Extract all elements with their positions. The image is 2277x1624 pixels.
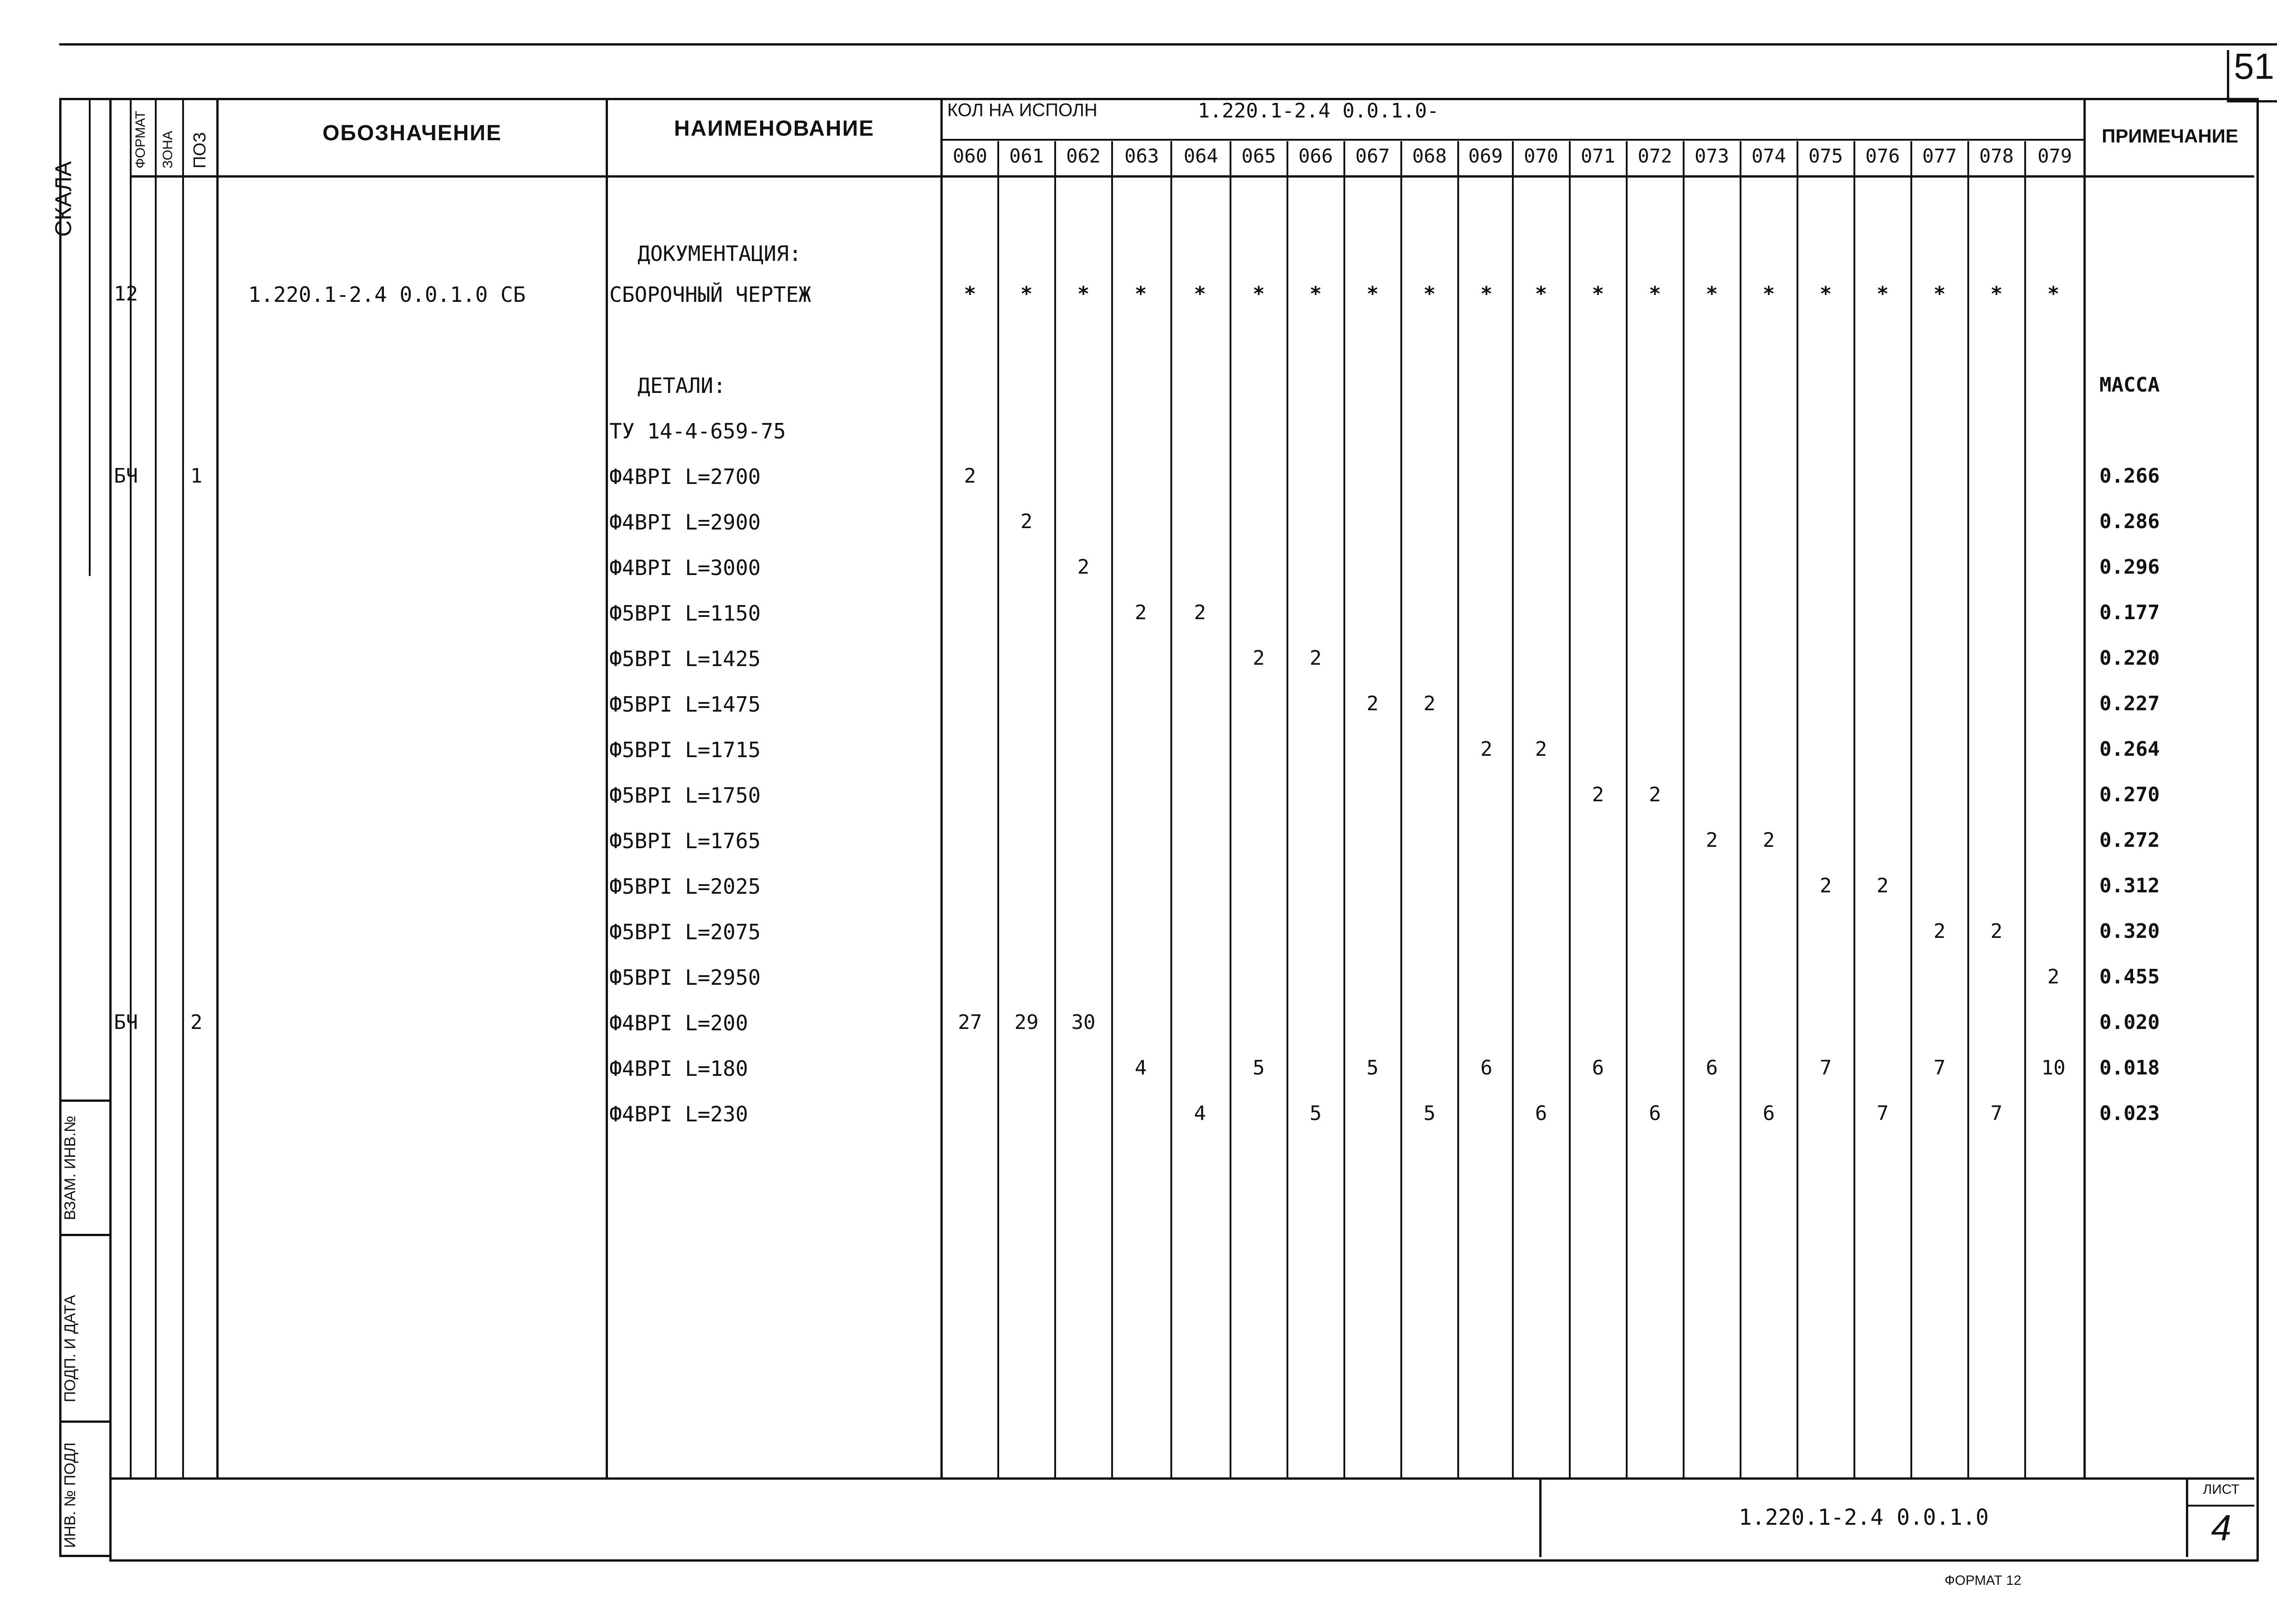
row-note: 0.312 — [2099, 874, 2160, 897]
qty-cell: * — [1020, 282, 1033, 305]
qty-cell: 6 — [1649, 1102, 1661, 1125]
qty-cell: * — [964, 282, 976, 305]
qty-cell: * — [1819, 282, 1832, 305]
header-bottom-rule — [130, 175, 2254, 178]
qty-cell: * — [1134, 282, 1147, 305]
row-note: 0.220 — [2099, 647, 2160, 670]
row-note: 0.227 — [2099, 692, 2160, 715]
qty-cell: 6 — [1535, 1102, 1547, 1125]
qty-cell: 27 — [958, 1011, 982, 1034]
row-name: Ф5ВРI L=2950 — [609, 965, 761, 990]
qty-cell: 2 — [1762, 829, 1775, 852]
qty-cell: 2 — [1705, 829, 1718, 852]
row-format: БЧ — [114, 1011, 138, 1034]
variant-header: 072 — [1638, 145, 1672, 167]
header-format: ФОРМАТ — [133, 111, 148, 168]
footer-sheet-label: ЛИСТ — [2203, 1482, 2240, 1497]
qty-cell: 2 — [1020, 510, 1033, 533]
variant-header: 076 — [1865, 145, 1900, 167]
footer-doc-code: 1.220.1-2.4 0.0.1.0 — [1738, 1505, 1989, 1530]
qty-cell: 2 — [1077, 555, 1090, 579]
qty-cell: 7 — [1819, 1056, 1832, 1079]
header-qty-code: 1.220.1-2.4 0.0.1.0- — [1198, 99, 1439, 122]
qty-cell: * — [1649, 282, 1661, 305]
variant-header: 075 — [1808, 145, 1843, 167]
row-name: Ф4ВРI L=2900 — [609, 510, 761, 535]
qty-cell: 10 — [2041, 1056, 2066, 1079]
qty-cell: 2 — [1876, 874, 1889, 897]
variant-header: 061 — [1009, 145, 1044, 167]
row-name: Ф5ВРI L=1765 — [609, 829, 761, 853]
row-format: 12 — [114, 282, 138, 305]
variant-header: 067 — [1355, 145, 1390, 167]
qty-cell: * — [1480, 282, 1493, 305]
row-name: Ф4ВРI L=180 — [609, 1056, 748, 1081]
variant-header: 062 — [1066, 145, 1101, 167]
qty-cell: 2 — [1252, 647, 1265, 670]
qty-cell: 2 — [1309, 647, 1322, 670]
qty-cell: 29 — [1014, 1011, 1039, 1034]
row-name: Ф5ВРI L=1750 — [609, 783, 761, 808]
row-note: 0.286 — [2099, 510, 2160, 533]
qty-cell: * — [1366, 282, 1379, 305]
qty-cell: 2 — [1480, 738, 1493, 761]
qty-cell: 4 — [1134, 1056, 1147, 1079]
qty-cell: * — [1309, 282, 1322, 305]
row-note: МАССА — [2099, 373, 2160, 397]
qty-cell: * — [1194, 282, 1206, 305]
row-designation: 1.220.1-2.4 0.0.1.0 СБ — [248, 282, 526, 307]
row-name: Ф4ВРI L=3000 — [609, 555, 761, 580]
row-name: Ф5ВРI L=1150 — [609, 601, 761, 626]
header-note: ПРИМЕЧАНИЕ — [2102, 125, 2238, 147]
qty-cell: 2 — [1649, 783, 1661, 806]
qty-cell: 4 — [1194, 1102, 1206, 1125]
qty-cell: 2 — [1535, 738, 1547, 761]
variant-header: 079 — [2037, 145, 2072, 167]
qty-cell: * — [1876, 282, 1889, 305]
qty-cell: 2 — [1134, 601, 1147, 624]
qty-cell: * — [1933, 282, 1946, 305]
row-name: СБОРОЧНЫЙ ЧЕРТЕЖ — [609, 282, 812, 307]
variant-header: 065 — [1241, 145, 1276, 167]
qty-cell: * — [1705, 282, 1718, 305]
variant-header: 071 — [1581, 145, 1615, 167]
row-name: Ф5ВРI L=2025 — [609, 874, 761, 899]
header-pos: ПОЗ — [190, 132, 209, 168]
qty-cell: 6 — [1480, 1056, 1493, 1079]
qty-cell: 7 — [1876, 1102, 1889, 1125]
variant-header: 069 — [1468, 145, 1503, 167]
header-zone: ЗОНА — [160, 131, 175, 168]
qty-cell: 7 — [1933, 1056, 1946, 1079]
footer-format-label: ФОРМАТ 12 — [1945, 1573, 2022, 1588]
qty-cell: 5 — [1252, 1056, 1265, 1079]
footer-sheet-number: 4 — [2211, 1507, 2231, 1548]
qty-cell: 5 — [1309, 1102, 1322, 1125]
qty-cell: 2 — [1990, 920, 2003, 943]
header-name: НАИМЕНОВАНИЕ — [674, 117, 874, 141]
qty-cell: * — [1423, 282, 1436, 305]
row-format: БЧ — [114, 464, 138, 488]
variant-header: 063 — [1124, 145, 1159, 167]
variant-header: 066 — [1298, 145, 1333, 167]
sign-date-label: ПОДП. И ДАТА — [61, 1295, 79, 1402]
row-name: Ф4ВРI L=200 — [609, 1011, 748, 1035]
qty-cell: 2 — [964, 464, 976, 488]
row-name: Ф5ВРI L=1475 — [609, 692, 761, 717]
qty-cell: 6 — [1705, 1056, 1718, 1079]
variant-header: 070 — [1524, 145, 1558, 167]
qty-cell: * — [1077, 282, 1090, 305]
qty-cell: * — [1592, 282, 1604, 305]
qty-cell: 6 — [1762, 1102, 1775, 1125]
row-note: 0.018 — [2099, 1056, 2160, 1079]
row-note: 0.264 — [2099, 738, 2160, 761]
row-pos: 1 — [190, 464, 203, 488]
qty-cell: 2 — [1194, 601, 1206, 624]
qty-cell: * — [2047, 282, 2060, 305]
variant-header: 068 — [1412, 145, 1447, 167]
row-name: Ф5ВРI L=1425 — [609, 647, 761, 671]
header-qty-label: КОЛ НА ИСПОЛН — [947, 100, 1098, 120]
row-note: 0.266 — [2099, 464, 2160, 488]
qty-cell: 2 — [2047, 965, 2060, 988]
qty-cell: 5 — [1423, 1102, 1436, 1125]
row-name: Ф5ВРI L=1715 — [609, 738, 761, 762]
qty-cell: 7 — [1990, 1102, 2003, 1125]
qty-cell: * — [1535, 282, 1547, 305]
qty-cell: 2 — [1366, 692, 1379, 715]
replace-inv-label: ВЗАМ. ИНВ.№ — [61, 1115, 79, 1220]
qty-cell: 30 — [1071, 1011, 1096, 1034]
scale-label: СКАЛА — [51, 161, 76, 237]
row-name: Ф5ВРI L=2075 — [609, 920, 761, 944]
sheet-frame — [109, 98, 2259, 1562]
variant-header: 077 — [1922, 145, 1957, 167]
qty-cell: 6 — [1592, 1056, 1604, 1079]
qty-cell: * — [1252, 282, 1265, 305]
variant-header: 078 — [1979, 145, 2014, 167]
header-designation: ОБОЗНАЧЕНИЕ — [322, 121, 502, 145]
row-note: 0.177 — [2099, 601, 2160, 624]
qty-cell: * — [1762, 282, 1775, 305]
row-name: Ф4ВРI L=230 — [609, 1102, 748, 1126]
row-note: 0.020 — [2099, 1011, 2160, 1034]
qty-cell: 2 — [1933, 920, 1946, 943]
top-rule — [59, 43, 2277, 46]
inv-no-label: ИНВ. № ПОДЛ — [61, 1442, 79, 1548]
row-note: 0.320 — [2099, 920, 2160, 943]
row-note: 0.455 — [2099, 965, 2160, 988]
row-name: ДОКУМЕНТАЦИЯ: — [638, 241, 802, 266]
row-pos: 2 — [190, 1011, 203, 1034]
qty-cell: * — [1990, 282, 2003, 305]
qty-cell: 2 — [1819, 874, 1832, 897]
page-number: 51 — [2234, 46, 2274, 87]
row-name: ДЕТАЛИ: — [638, 373, 726, 398]
row-note: 0.272 — [2099, 829, 2160, 852]
row-note: 0.296 — [2099, 555, 2160, 579]
qty-cell: 2 — [1423, 692, 1436, 715]
variant-header: 074 — [1751, 145, 1786, 167]
row-note: 0.023 — [2099, 1102, 2160, 1125]
footer-top-rule — [109, 1477, 2254, 1480]
row-name: ТУ 14-4-659-75 — [609, 419, 786, 443]
variant-header: 060 — [953, 145, 987, 167]
variant-header: 073 — [1695, 145, 1729, 167]
row-name: Ф4ВРI L=2700 — [609, 464, 761, 489]
row-note: 0.270 — [2099, 783, 2160, 806]
variant-header: 064 — [1184, 145, 1218, 167]
qty-cell: 5 — [1366, 1056, 1379, 1079]
qty-cell: 2 — [1592, 783, 1604, 806]
